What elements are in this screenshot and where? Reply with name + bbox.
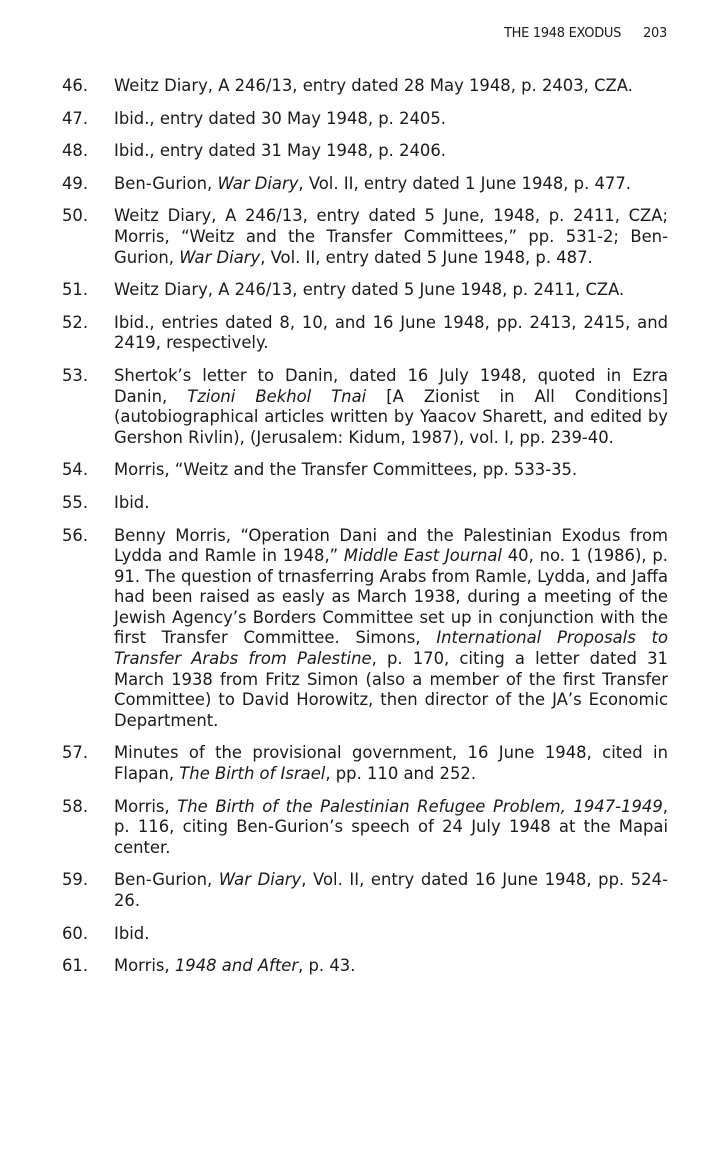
text-run: Ibid. <box>114 923 150 943</box>
text-run: , p. 170, citing a letter dated 31 March 1938 from Fritz Simon (also a member of the first Transfer Committee) to David Horowitz, then director of the JA’s Economic Department. <box>114 649 668 730</box>
endnote <box>62 141 668 162</box>
text-run: Benny Morris, “Operation Dani and the Palestinian Exodus from Lydda and Ramle in 1948,” <box>114 525 668 566</box>
endnote-text <box>114 313 668 354</box>
text-run: Minutes of the provisional government, 16 June 1948, cited in Flapan, <box>114 743 668 784</box>
endnote <box>62 956 668 977</box>
italic-title: The Birth of the Palestinian Refugee Problem, 1947-1949 <box>177 796 663 816</box>
text-run: Morris, “Weitz and the Transfer Committees, pp. 533-35. <box>114 460 578 480</box>
endnote <box>62 743 668 784</box>
endnote-text <box>114 870 668 911</box>
endnote-number: 61. <box>62 956 89 976</box>
italic-title: War Diary <box>218 870 302 890</box>
endnote <box>62 206 668 268</box>
endnote-text <box>114 493 668 514</box>
text-run: Shertok’s letter to Danin, dated 16 July 1948, quoted in Ezra Danin, <box>114 365 668 406</box>
endnote <box>62 366 668 448</box>
text-run: , Vol. II, entry dated 5 June 1948, p. 487. <box>260 247 593 267</box>
text-run: 40, no. 1 (1986), p. 91. The question of trnasferring Arabs from Ramle, Lydda, and Jaffa had been raised as easly as March 1938, during a meeting of the Jewish Agency’s Borders Committee set up in conjunction with the first Transfer Committee. Simons, <box>114 546 668 648</box>
text-run: Weitz Diary, A 246/13, entry dated 5 June 1948, p. 2411, CZA. <box>114 280 625 300</box>
italic-title: International Proposals to Transfer Arabs from Palestine <box>114 628 668 669</box>
italic-title: War Diary <box>217 173 299 193</box>
text-run: Morris, <box>114 956 175 976</box>
endnote-number: 56. <box>62 525 89 545</box>
endnote <box>62 493 668 514</box>
endnote <box>62 797 668 859</box>
text-run: Weitz Diary, A 246/13, entry dated 5 June, 1948, p. 2411, CZA; Morris, “Weitz and the Transfer Committees,” pp. 531-2; Ben-Gurion, <box>114 206 668 267</box>
text-run: , p. 116, citing Ben-Gurion’s speech of 24 July 1948 at the Mapai center. <box>114 796 668 857</box>
italic-title: 1948 and After <box>174 956 299 976</box>
endnote-number: 55. <box>62 492 89 512</box>
text-run: Weitz Diary, A 246/13, entry dated 28 May 1948, p. 2403, CZA. <box>114 76 633 95</box>
endnote-text <box>114 797 668 859</box>
text-run: Ben-Gurion, <box>114 173 218 193</box>
endnote <box>62 924 668 945</box>
endnote-number: 51. <box>62 280 89 300</box>
endnote-number: 46. <box>62 76 89 95</box>
italic-title: The Birth of Israel <box>179 764 326 784</box>
italic-title: War Diary <box>179 247 261 267</box>
endnote <box>62 313 668 354</box>
endnote-text <box>114 141 668 162</box>
page-number: 203 <box>643 26 667 41</box>
endnote-text <box>114 956 668 977</box>
text-run: Ben-Gurion, <box>114 870 219 890</box>
text-run: Ibid. <box>114 492 150 512</box>
endnote-text <box>114 280 668 301</box>
endnote-number: 48. <box>62 141 89 161</box>
endnote-text <box>114 743 668 784</box>
text-run: , p. 43. <box>298 956 356 976</box>
text-run: , Vol. II, entry dated 1 June 1948, p. 477. <box>298 173 631 193</box>
endnote-text <box>114 76 668 97</box>
running-header <box>504 26 667 41</box>
text-run: Ibid., entry dated 31 May 1948, p. 2406. <box>114 141 446 161</box>
endnote-number: 47. <box>62 108 89 128</box>
endnote-number: 54. <box>62 460 89 480</box>
text-run: [A Zionist in All Conditions] (autobiographical articles written by Yaacov Sharett, and edited by Gershon Rivlin), (Jerusalem: Kidum, 1987), vol. I, pp. 239-40. <box>114 386 668 447</box>
endnote-number: 58. <box>62 796 89 816</box>
endnote-number: 57. <box>62 743 89 763</box>
endnote <box>62 870 668 911</box>
endnote-text <box>114 924 668 945</box>
endnote-text <box>114 174 668 195</box>
text-run: , pp. 110 and 252. <box>325 764 477 784</box>
endnote <box>62 526 668 732</box>
endnote <box>62 174 668 195</box>
endnote-number: 52. <box>62 312 89 332</box>
endnotes-list <box>62 76 668 989</box>
text-run: Ibid., entry dated 30 May 1948, p. 2405. <box>114 108 446 128</box>
endnote-number: 53. <box>62 365 89 385</box>
endnote-text <box>114 206 668 268</box>
endnote-number: 49. <box>62 173 89 193</box>
endnote-text <box>114 109 668 130</box>
text-run: Ibid., entries dated 8, 10, and 16 June 1948, pp. 2413, 2415, and 2419, respectively. <box>114 312 668 353</box>
endnote <box>62 76 668 97</box>
running-title: THE 1948 EXODUS <box>504 26 622 41</box>
text-run: Morris, <box>114 796 178 816</box>
endnote-number: 59. <box>62 870 89 890</box>
italic-title: Middle East Journal <box>343 546 502 566</box>
endnote-text <box>114 366 668 448</box>
endnote <box>62 109 668 130</box>
endnote <box>62 460 668 481</box>
endnote-text <box>114 526 668 732</box>
endnote-number: 50. <box>62 206 89 226</box>
endnote-text <box>114 460 668 481</box>
italic-title: Tzioni Bekhol Tnai <box>187 386 367 406</box>
endnote-number: 60. <box>62 923 89 943</box>
endnote <box>62 280 668 301</box>
text-run: , Vol. II, entry dated 16 June 1948, pp. 524-26. <box>114 870 668 910</box>
